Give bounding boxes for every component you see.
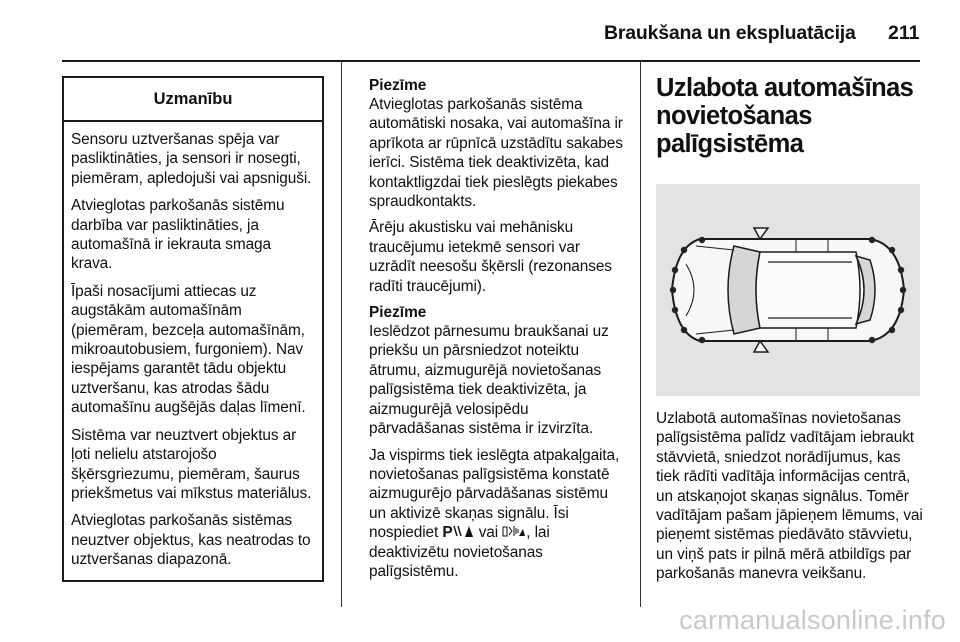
caution-paragraph: Atvieglotas parkošanās sistēmu darbība var pasliktināties, ja automašīnā ir iekrauta smaga krava. <box>71 197 285 273</box>
caution-paragraph: Sensoru uztveršanas spēja var pasliktināties, ja sensori ir nosegti, piemēram, apledojuši vai apsniguši. <box>71 131 312 187</box>
column-divider <box>341 62 342 607</box>
caution-paragraph: Sistēma var neuztvert objektus ar ļoti nelielu atstarojošo šķērsgriezumu, piemēram, šaurus priekšmetus vai mīkstus materiālus. <box>71 426 312 502</box>
page-header <box>0 0 960 62</box>
caution-box <box>62 76 324 582</box>
note-text: Ieslēdzot pārnesumu braukšanai uz priekšu un pārsniedzot noteiktu ātrumu, aizmugurējā novietošanas palīgsistēma tiek deaktivizēta, ja aizmugurējā velosipēdu pārvadāšanas sistēma ir izvirzīta. <box>369 323 609 438</box>
note-text: Atvieglotas parkošanās sistēma automātiski nosaka, vai automašīna ir aprīkota ar rūpnīcā uzstādītu sakabes ierīci. Sistēma tiek deaktivizēta, kad kontaktligzdai tiek pieslēgts piekabes spraudkontakts. <box>369 96 623 211</box>
column-divider <box>640 62 641 607</box>
car-sensor-illustration <box>656 184 920 396</box>
caution-paragraph: Īpaši nosacījumi attiecas uz augstākām automašīnām (piemēram, bezceļa automašīnām, mikroautobusiem, furgoniem). Nav iespējams garantēt tādu objektu uztveršanu, kas atrodas šādu automašīnu augšējās daļas līmenī. <box>71 282 306 417</box>
parking-sensor-button-icon <box>502 524 526 541</box>
right-column <box>656 74 924 584</box>
section-heading: Uzlabota automašīnas novietošanas palīgsistēma <box>656 74 914 158</box>
note-label: Piezīme <box>369 77 427 94</box>
body-paragraph <box>369 446 626 582</box>
caution-paragraph: Atvieglotas parkošanās sistēmas neuztver objektus, kas neatrodas to uztveršanas diapazonā. <box>71 512 311 569</box>
watermark: carmanualsonline.info <box>679 605 946 635</box>
parking-assist-button-icon <box>442 524 474 541</box>
body-text: Ja vispirms tiek ieslēgta atpakaļgaita, novietošanas palīgsistēma konstatē aizmugurējo pārvadāšanas sistēmu un aktivizē skaņas signālu. Īsi nospiediet <box>369 446 620 542</box>
page-number: 211 <box>888 22 920 44</box>
body-text: , lai deaktivizētu novietošanas palīgsistēmu. <box>369 524 550 580</box>
running-header-title: Braukšana un ekspluatācija <box>604 22 856 44</box>
middle-column <box>369 76 626 588</box>
caution-title: Uzmanību <box>64 78 322 122</box>
parking-p-glyph: P <box>442 524 453 542</box>
note-label: Piezīme <box>369 304 427 322</box>
body-paragraph: Uzlabotā automašīnas novietošanas palīgsistēma palīdz vadītājam iebraukt stāvvietā, sniedzot norādījumus, kas tiek rādīti vadītāja informācijas centrā, un atskaņojot skaņas signālus. Tomēr vadītājam pašam jāpieņem lēmums, vai pieņemt sistēmas piedāvāto stāvvietu, un viņš pats ir pilnā mērā atbildīgs par parkošanās manevra veikšanu. <box>656 410 923 583</box>
car-top-view-illustration <box>656 184 920 396</box>
caution-body <box>64 122 322 570</box>
body-text: vai <box>474 524 503 542</box>
header-divider <box>62 60 920 62</box>
body-paragraph: Ārēju akustisku vai mehānisku traucējumu ietekmē sensori var uzrādīt neesošu šķērsli (rezonanses radīti traucējumi). <box>369 219 612 295</box>
